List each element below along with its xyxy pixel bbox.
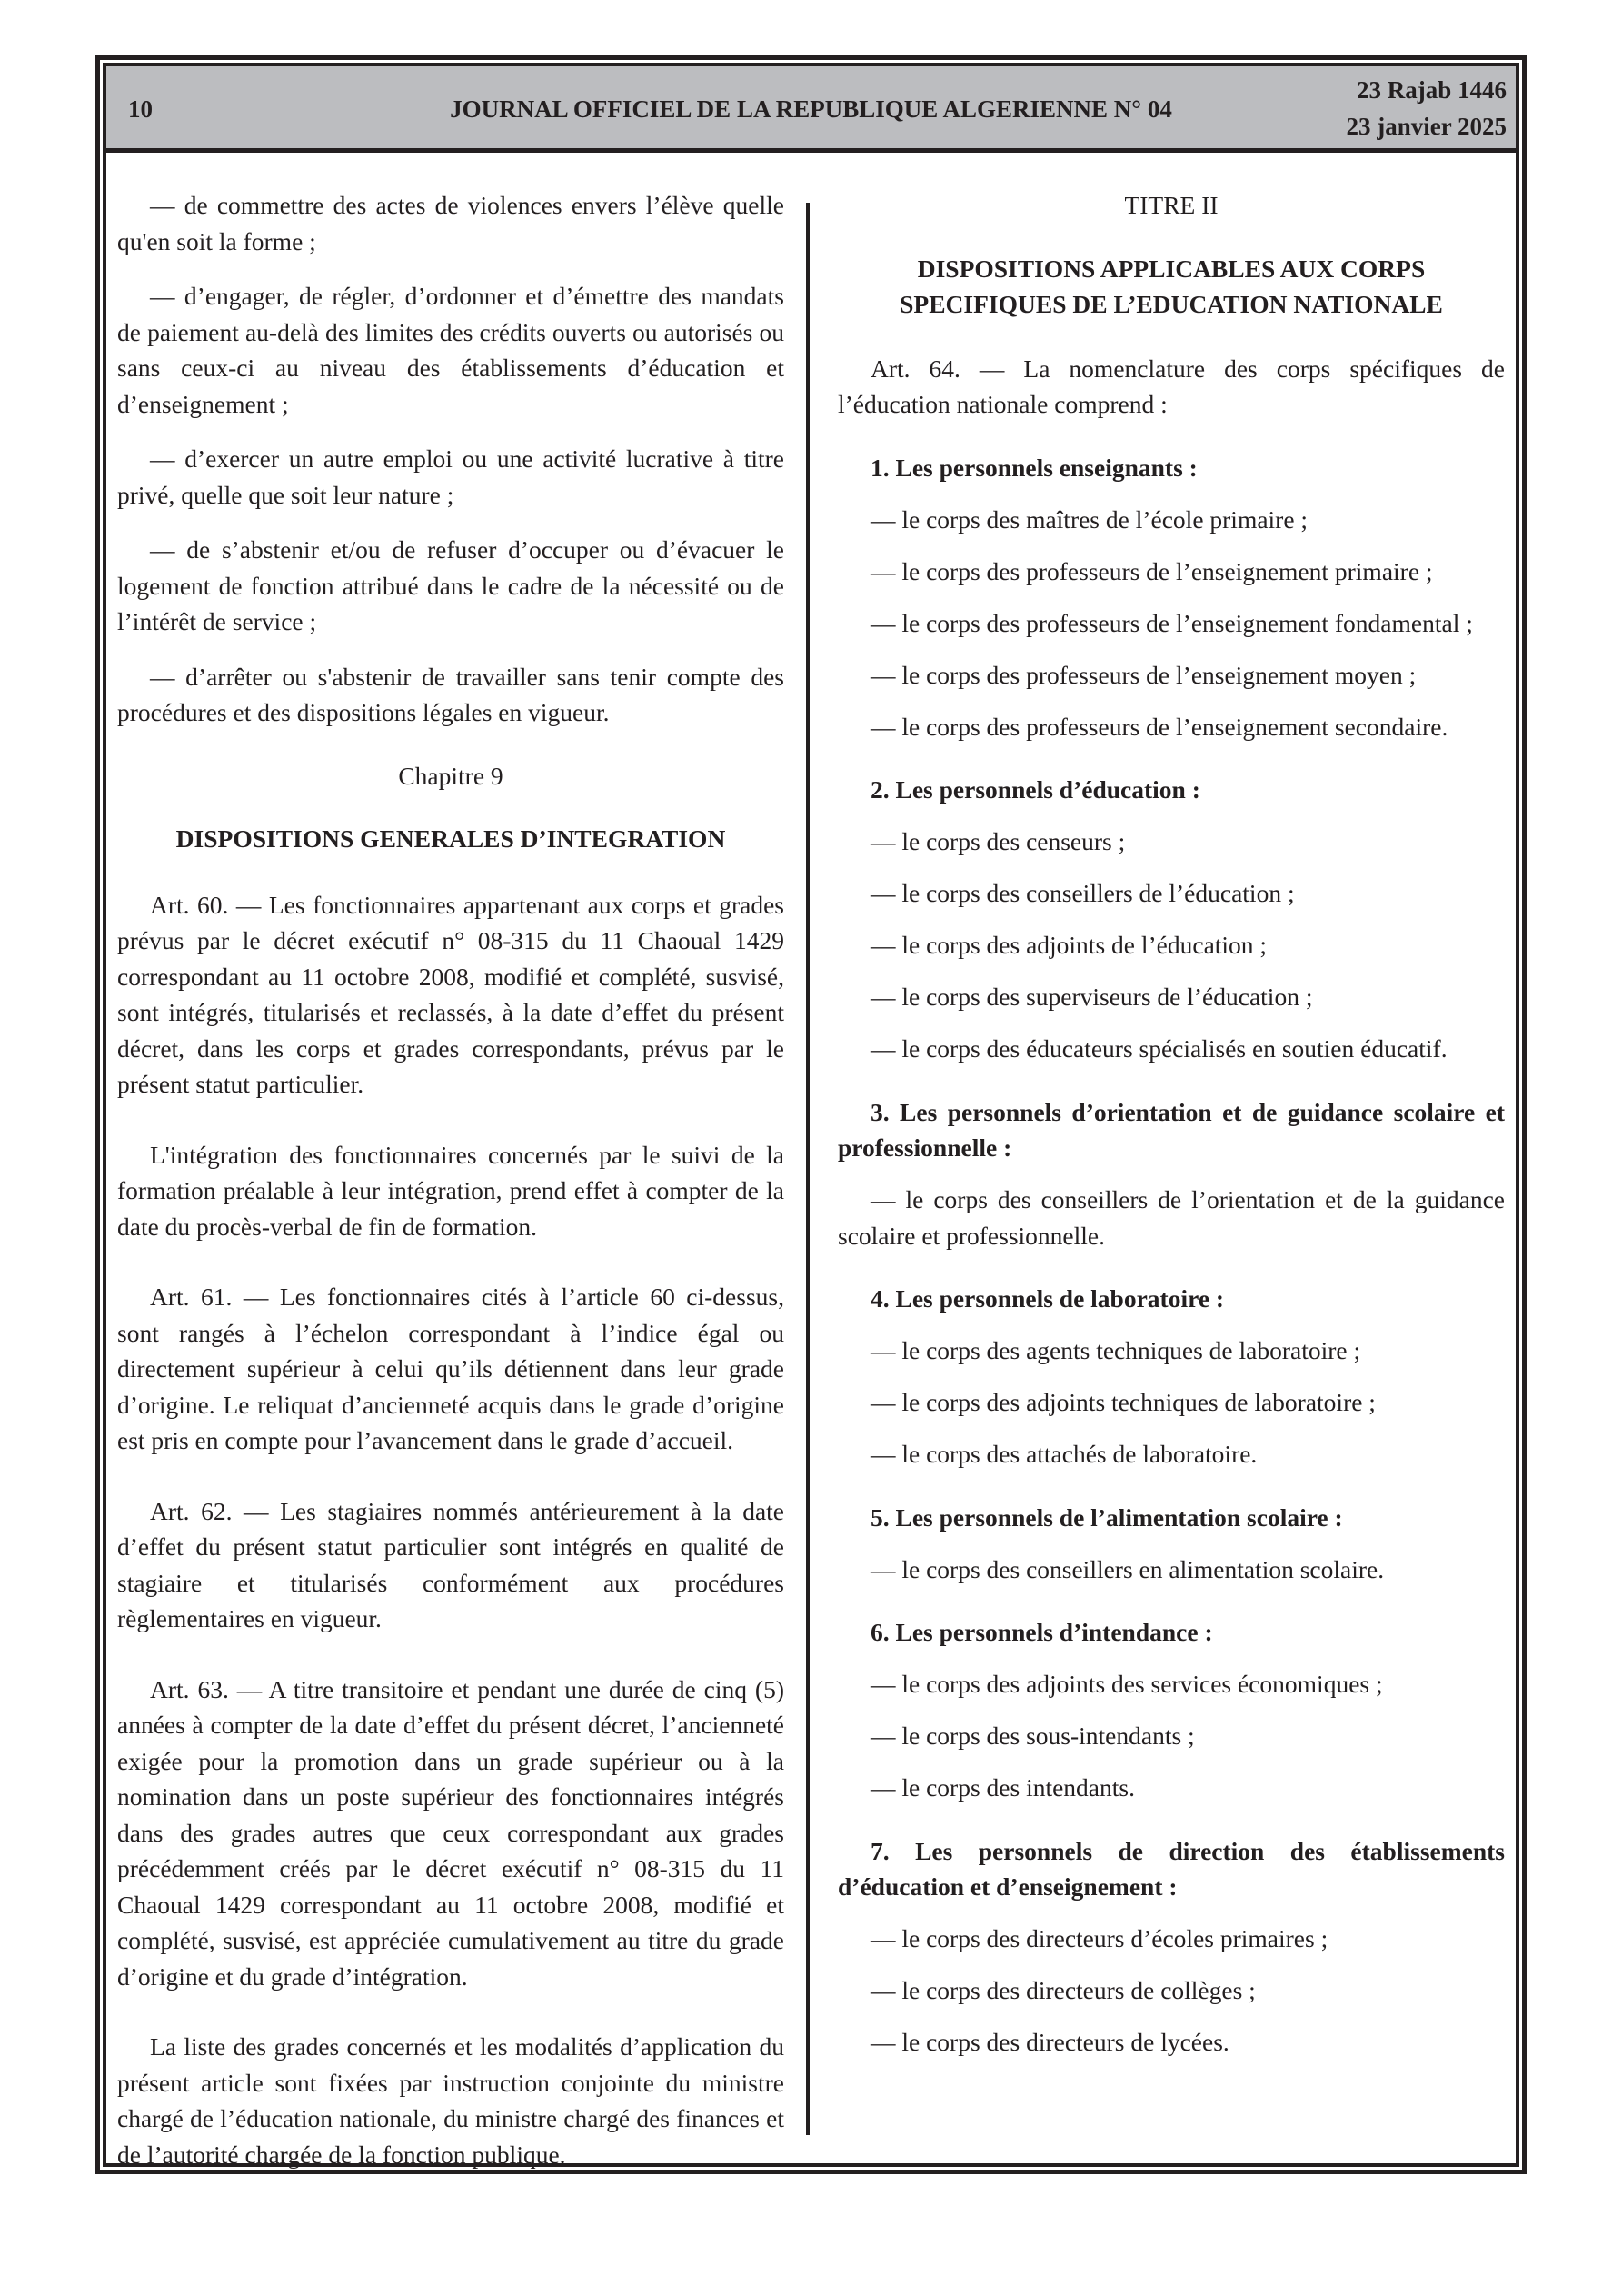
date-hijri: 23 Rajab 1446 — [1356, 76, 1507, 104]
list-item: — le corps des maîtres de l’école primaire ; — [871, 504, 1309, 534]
list-item: — le corps des sous-intendants ; — [871, 1722, 1195, 1750]
title-heading-line-1: DISPOSITIONS APPLICABLES AUX CORPS — [917, 254, 1426, 283]
title-heading-line-2: SPECIFIQUES DE L’EDUCATION NATIONALE — [900, 290, 1443, 318]
section-heading: 4. Les personnels de laboratoire : — [871, 1284, 1225, 1313]
prohibition-item: — d’engager, de régler, d’ordonner et d’émettre des mandats de paiement au-delà des limites des crédits ouverts ou autorisés ou sans ceux-ci au niveau des établissements d’éducation et d’enseignement ; — [117, 282, 784, 418]
list-item: — le corps des adjoints des services économiques ; — [871, 1670, 1383, 1698]
section-management — [838, 1833, 1505, 2061]
list-item: — le corps des conseillers en alimentation scolaire. — [871, 1554, 1385, 1583]
list-item: — le corps des intendants. — [871, 1773, 1135, 1802]
list-item: — le corps des conseillers de l’éducation ; — [871, 879, 1295, 907]
title-label: TITRE II — [1124, 191, 1219, 219]
article-60: Art. 60. — Les fonctionnaires appartenant aux corps et grades prévus par le décret exécutif n° 08-315 du 11 Chaoual 1429 correspondant au 11 octobre 2008, modifié et complété, susvisé, sont intégrés, titularisés et reclassés, à la date d’effet du présent décret, dans les corps et grades correspondants, prévus par le présent statut particulier. — [117, 890, 784, 1098]
right-column — [838, 187, 1505, 2076]
list-item: — le corps des directeurs de lycées. — [871, 2028, 1229, 2056]
list-item: — le corps des superviseurs de l’éducation ; — [871, 983, 1313, 1011]
list-item: — le corps des directeurs d’écoles primaires ; — [871, 1924, 1328, 1952]
section-heading: 7. Les personnels de direction des établissements d’éducation et d’enseignement : — [838, 1836, 1505, 1901]
prohibition-item: — de commettre des actes de violences envers l’élève quelle qu'en soit la forme ; — [117, 191, 784, 255]
list-item: — le corps des professeurs de l’enseignement primaire ; — [871, 556, 1433, 585]
chapter-title: DISPOSITIONS GENERALES D’INTEGRATION — [175, 824, 726, 853]
section-heading: 3. Les personnels d’orientation et de guidance scolaire et professionnelle : — [838, 1097, 1505, 1162]
journal-header — [106, 66, 1516, 153]
section-teaching — [838, 450, 1505, 745]
list-item: — le corps des éducateurs spécialisés en soutien éducatif. — [871, 1034, 1448, 1063]
section-laboratory — [838, 1281, 1505, 1472]
article-63-list: La liste des grades concernés et les modalités d’application du présent article sont fixées par instruction conjointe du ministre chargé de l’éducation nationale, du ministre chargé des finances et de l’autorité chargée de la fonction publique. — [117, 2032, 784, 2169]
page-number: 10 — [128, 95, 153, 123]
section-stewardship — [838, 1614, 1505, 1806]
list-item: — le corps des directeurs de collèges ; — [871, 1976, 1256, 2004]
section-orientation — [838, 1094, 1505, 1254]
list-item: — le corps des adjoints de l’éducation ; — [871, 931, 1268, 959]
column-divider — [806, 203, 810, 2135]
list-item: — le corps des adjoints techniques de laboratoire ; — [871, 1388, 1376, 1416]
article-61: Art. 61. — Les fonctionnaires cités à l’article 60 ci-dessus, sont rangés à l’échelon correspondant à l’indice égal ou directement supérieur à celui qu’ils détiennent dans leur grade d’origine. Le reliquat d’ancienneté acquis dans le grade d’origine est pris en compte pour l’avancement dans le grade d’accueil. — [117, 1283, 784, 1454]
prohibition-item: — de s’abstenir et/ou de refuser d’occuper ou d’évacuer le logement de fonction attribué dans le cadre de la nécessité ou de l’intérêt de service ; — [117, 535, 784, 635]
section-heading: 5. Les personnels de l’alimentation scolaire : — [871, 1502, 1343, 1532]
page-inner-frame — [103, 63, 1519, 2167]
article-62: Art. 62. — Les stagiaires nommés antérieurement à la date d’effet du présent statut particulier sont intégrés en qualité de stagiaire et titularisés conformément aux procédures règlementaires en vigueur. — [117, 1496, 784, 1632]
list-item: — le corps des censeurs ; — [871, 827, 1126, 855]
list-item: — le corps des conseillers de l’orientation et de la guidance scolaire et professionnelle. — [838, 1185, 1505, 1250]
section-heading: 2. Les personnels d’éducation : — [871, 775, 1200, 804]
prohibition-item: — d’arrêter ou s'abstenir de travailler sans tenir compte des procédures et des dispositions légales en vigueur. — [117, 662, 784, 726]
section-heading: 6. Les personnels d’intendance : — [871, 1618, 1213, 1646]
prohibition-item: — d’exercer un autre emploi ou une activité lucrative à titre privé, quelle que soit leur nature ; — [117, 444, 784, 509]
page-frame — [95, 55, 1527, 2174]
list-item: — le corps des attachés de laboratoire. — [871, 1440, 1258, 1468]
section-school-catering — [838, 1500, 1505, 1588]
journal-title: JOURNAL OFFICIEL DE LA REPUBLIQUE ALGERIENNE N° 04 — [450, 95, 1172, 123]
section-heading: 1. Les personnels enseignants : — [871, 453, 1198, 482]
list-item: — le corps des professeurs de l’enseignement moyen ; — [871, 660, 1417, 689]
issue-dates — [1347, 72, 1508, 145]
article-60-integration: L'intégration des fonctionnaires concernés par le suivi de la formation préalable à leur intégration, prend effet à compter de la date du procès-verbal de fin de formation. — [117, 1140, 784, 1241]
article-64-intro: Art. 64. — La nomenclature des corps spécifiques de l’éducation nationale comprend : — [838, 354, 1505, 418]
chapter-label: Chapitre 9 — [398, 761, 503, 790]
section-education — [838, 772, 1505, 1067]
list-item: — le corps des professeurs de l’enseignement secondaire. — [871, 712, 1448, 741]
article-63: Art. 63. — A titre transitoire et pendant une durée de cinq (5) années à compter de la date d’effet du présent décret, l’ancienneté exigée pour la promotion dans un grade supérieur ou à la nomination dans un poste supérieur des fonctionnaires intégrés dans des grades autres que ceux correspondant aux grades précédemment créés par le décret exécutif n° 08-315 du 11 Chaoual 1429 correspondant au 11 octobre 2008, modifié et complété, susvisé, est appréciée cumulativement au titre du grade d’origine et du grade d’intégration. — [117, 1674, 784, 1991]
title-heading — [838, 251, 1505, 323]
left-column — [117, 187, 784, 2191]
date-gregorian: 23 janvier 2025 — [1346, 113, 1507, 140]
list-item: — le corps des professeurs de l’enseignement fondamental ; — [871, 608, 1473, 637]
list-item: — le corps des agents techniques de laboratoire ; — [871, 1336, 1361, 1364]
